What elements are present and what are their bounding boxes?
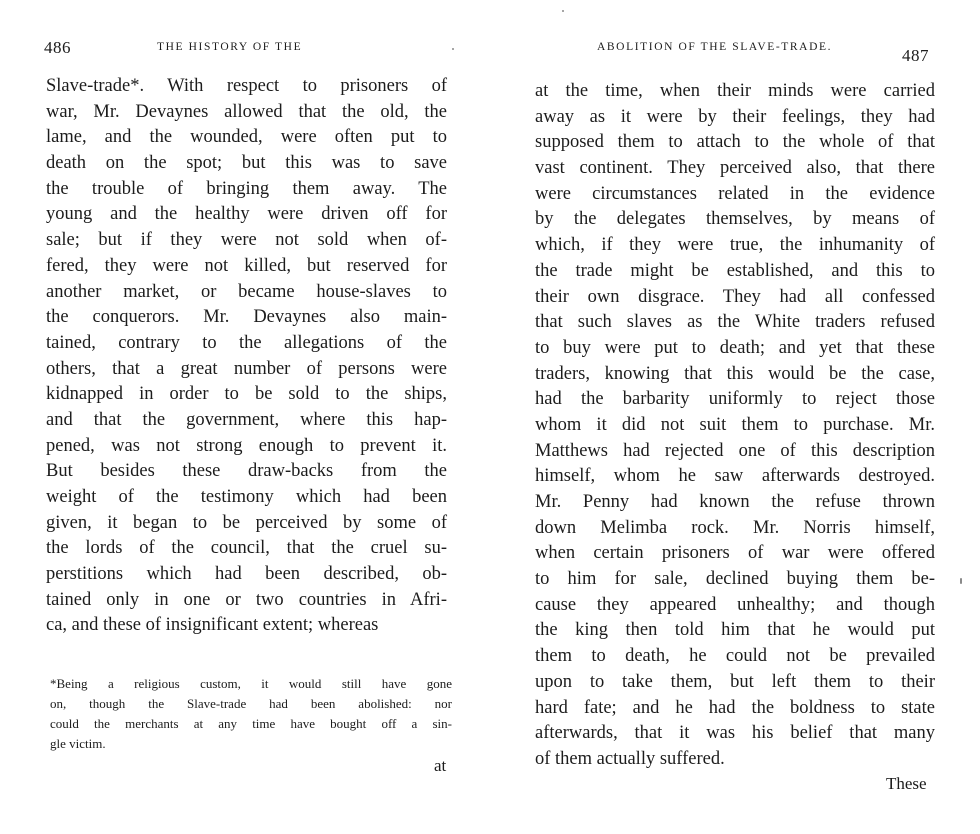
footnote-line: gle victim.: [50, 736, 106, 751]
text-line: kidnapped in order to be sold to the ships,: [46, 384, 447, 405]
text-line: of them actually suffered.: [535, 748, 725, 769]
right-running-head: ABOLITION OF THE SLAVE-TRADE.: [597, 41, 833, 53]
text-line: had the barbarity uniformly to reject those: [535, 389, 935, 410]
text-line: away as it were by their feelings, they had: [535, 106, 935, 127]
text-line: himself, whom he saw afterwards destroyed.: [535, 466, 935, 487]
text-line: at the time, when their minds were carried: [535, 81, 935, 101]
text-line: the trade might be established, and this to: [535, 260, 935, 281]
text-line: perstitions which had been described, ob-: [46, 564, 447, 585]
text-line: them to death, he could not be prevailed: [535, 646, 935, 667]
text-line: that such slaves as the White traders refused: [535, 312, 935, 333]
left-running-head: THE HISTORY OF THE: [157, 41, 303, 53]
text-line: Slave-trade*. With respect to prisoners of: [46, 76, 447, 96]
text-line: But besides these draw-backs from the: [46, 461, 447, 482]
text-line: cause they appeared unhealthy; and though: [535, 594, 935, 615]
text-line: traders, knowing that this would be the case,: [535, 363, 935, 384]
text-line: tained only in one or two countries in Afri-: [46, 589, 447, 610]
footnote-line: on, though the Slave-trade had been abolished: nor: [50, 696, 452, 711]
text-line: down Melimba rock. Mr. Norris himself,: [535, 517, 935, 538]
left-page-number: 486: [44, 38, 71, 57]
right-page: [490, 0, 980, 834]
text-line: upon to take them, but left them to their: [535, 671, 935, 692]
text-line: death on the spot; but this was to save: [46, 153, 447, 174]
text-line: Matthews had rejected one of this description: [535, 440, 935, 461]
text-line: the king then told him that he would put: [535, 620, 935, 641]
right-page-body: [535, 79, 935, 773]
text-line: sale; but if they were not sold when of-: [46, 230, 447, 251]
text-line: the conquerors. Mr. Devaynes also main-: [46, 307, 447, 328]
text-line: Mr. Penny had known the refuse thrown: [535, 492, 935, 512]
text-line: fered, they were not killed, but reserved for: [46, 255, 447, 276]
text-line: others, that a great number of persons were: [46, 358, 447, 379]
text-line: to him for sale, declined buying them be-: [535, 569, 935, 590]
text-line: by the delegates themselves, by means of: [535, 209, 935, 230]
text-line: ca, and these of insignificant extent; whereas: [46, 615, 379, 636]
footnote-line: could the merchants at any time have bought off a sin-: [50, 716, 452, 731]
text-line: their own disgrace. They had all confessed: [535, 286, 935, 307]
text-line: hard fate; and he had the boldness to state: [535, 697, 935, 718]
text-line: war, Mr. Devaynes allowed that the old, the: [46, 101, 447, 122]
text-line: the trouble of bringing them away. The: [46, 178, 447, 199]
speck: [452, 48, 454, 50]
left-page-body: [46, 74, 447, 639]
text-line: weight of the testimony which had been: [46, 487, 447, 507]
right-page-number: 487: [902, 46, 929, 65]
text-line: and that the government, where this hap-: [46, 409, 447, 430]
left-catchword: at: [434, 756, 447, 775]
footnote-line: *Being a religious custom, it would still have gone: [50, 676, 452, 691]
text-line: given, it began to be perceived by some of: [46, 512, 447, 533]
text-line: supposed them to attach to the whole of that: [535, 132, 935, 153]
text-line: to buy were put to death; and yet that these: [535, 337, 935, 358]
text-line: lame, and the wounded, were often put to: [46, 127, 447, 148]
text-line: another market, or became house-slaves to: [46, 281, 447, 302]
text-line: pened, was not strong enough to prevent it.: [46, 435, 447, 456]
text-line: vast continent. They perceived also, that there: [535, 158, 935, 179]
text-line: the lords of the council, that the cruel su-: [46, 538, 447, 559]
text-line: when certain prisoners of war were offered: [535, 543, 935, 564]
text-line: tained, contrary to the allegations of the: [46, 332, 447, 353]
speck: [960, 578, 962, 584]
speck: [562, 10, 564, 12]
text-line: were circumstances related in the evidence: [535, 183, 935, 204]
footnote: [50, 674, 452, 754]
text-line: young and the healthy were driven off for: [46, 204, 447, 225]
text-line: afterwards, that it was his belief that many: [535, 723, 935, 744]
right-catchword: These: [886, 774, 927, 793]
text-line: whom it did not suit them to purchase. Mr.: [535, 414, 935, 435]
text-line: which, if they were true, the inhumanity of: [535, 235, 935, 256]
